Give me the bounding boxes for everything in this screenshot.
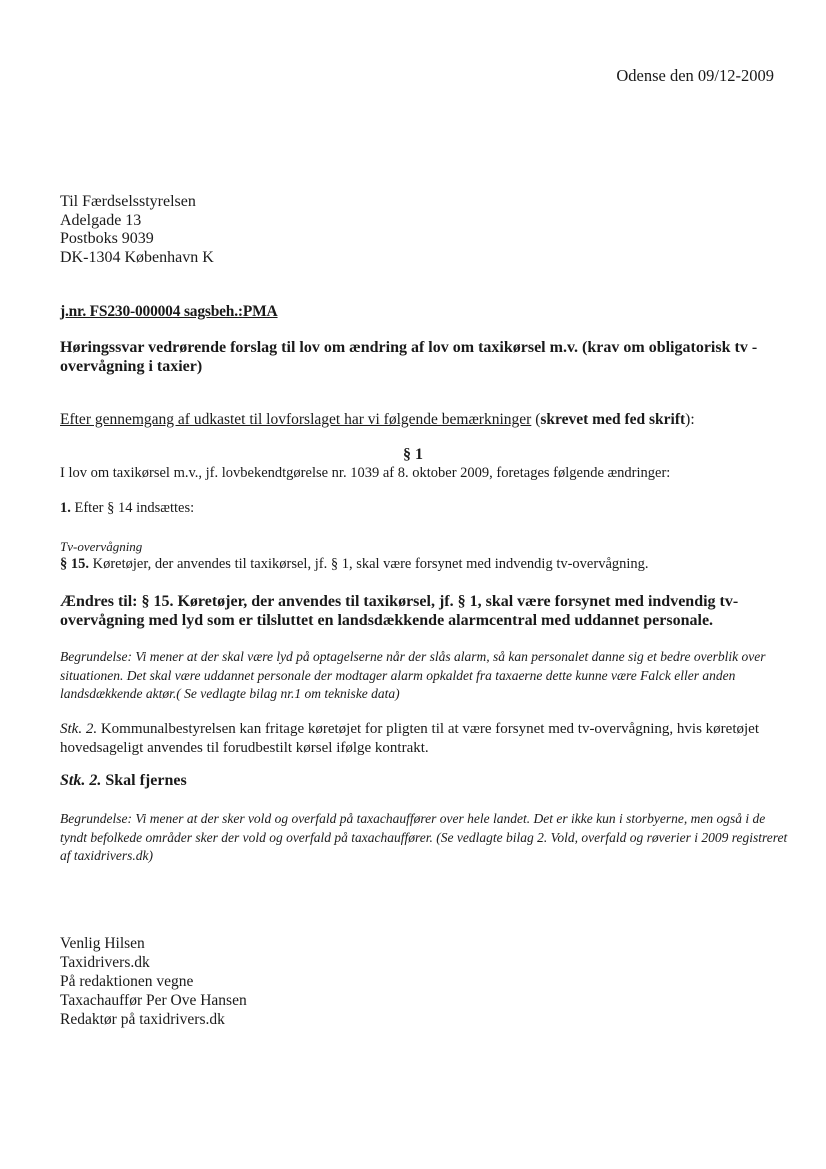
recipient-line: Adelgade 13 [60, 211, 142, 229]
stk2-label: Stk. 2. [60, 721, 98, 737]
item-1-text: Efter § 14 indsættes: [70, 500, 195, 516]
amendment-text: Ændres til: § 15. Køretøjer, der anvendes til taxikørsel, jf. § 1, skal være forsynet med indvendig tv-overvågning med lyd som er tilsluttet en landsdækkende alarmcentral med uddannet personale. [60, 593, 739, 629]
section-sign: § 1 [403, 446, 423, 463]
stk2-paragraph [60, 720, 780, 758]
reason-2: Begrundelse: Vi mener at der sker vold og overfald på taxachauffører over hele landet. Det er ikke kun i storbyerne, men også i de tyndt befolkede områder sker der vold og overfald på taxachauffører. (Se vedlagte bilag 2. Vold, overfald og røverier i 2009 registreret af taxidrivers.dk) [60, 811, 788, 863]
closing-line: Venlig Hilsen [60, 935, 145, 952]
intro-open-paren: ( [531, 411, 541, 428]
letter-heading: Høringssvar vedrørende forslag til lov om ændring af lov om taxikørsel m.v. (krav om obligatorisk tv - overvågning i taxier) [60, 339, 758, 375]
letter-date: Odense den 09/12-2009 [616, 66, 774, 85]
stk2-remove-text: Skal fjernes [101, 772, 187, 789]
reference-number: j.nr. FS230-000004 sagsbeh.:PMA [60, 303, 278, 320]
closing-line: Taxachauffør Per Ove Hansen [60, 992, 247, 1009]
paragraph-15-text: Køretøjer, der anvendes til taxikørsel, jf. § 1, skal være forsynet med indvendig tv-overvågning. [89, 556, 649, 572]
reason-1: Begrundelse: Vi mener at der skal være lyd på optagelserne når der slås alarm, så kan personalet danne sig et bedre overblik over situationen. Det skal være uddannet personale der modtager alarm opkaldet fra taxaerne dette kunne være Falck eller anden landsdækkende aktør.( Se vedlagte bilag nr.1 om tekniske data) [60, 649, 766, 701]
item-1 [60, 500, 194, 517]
paragraph-15-number: § 15. [60, 556, 89, 572]
intro-underlined: Efter gennemgang af udkastet til lovforslaget har vi følgende bemærkninger [60, 411, 532, 428]
closing-line: Taxidrivers.dk [60, 954, 150, 971]
intro-bold: skrevet med fed skrift [540, 411, 686, 428]
law-text: I lov om taxikørsel m.v., jf. lovbekendtgørelse nr. 1039 af 8. oktober 2009, foretages følgende ændringer: [60, 465, 671, 481]
closing-line: På redaktionen vegne [60, 973, 194, 990]
recipient-line: DK-1304 København K [60, 248, 214, 266]
stk2-remove-label: Stk. 2. [60, 772, 102, 789]
recipient-line: Til Færdselsstyrelsen [60, 193, 196, 210]
tv-heading: Tv-overvågning [60, 539, 143, 554]
intro-close-paren: ): [685, 411, 695, 428]
closing-line: Redaktør på taxidrivers.dk [60, 1011, 225, 1028]
item-1-number: 1. [60, 500, 71, 516]
stk2-text: Kommunalbestyrelsen kan fritage køretøjet for pligten til at være forsynet med tv-overvågning, hvis køretøjet hovedsageligt anvendes til forudbestilt kørsel ifølge kontrakt. [60, 721, 759, 756]
recipient-line: Postboks 9039 [60, 230, 154, 247]
closing-signature [60, 934, 247, 1029]
stk2-remove [60, 772, 187, 790]
intro-line [60, 411, 695, 429]
paragraph-15 [60, 556, 649, 573]
recipient-address [60, 193, 214, 267]
